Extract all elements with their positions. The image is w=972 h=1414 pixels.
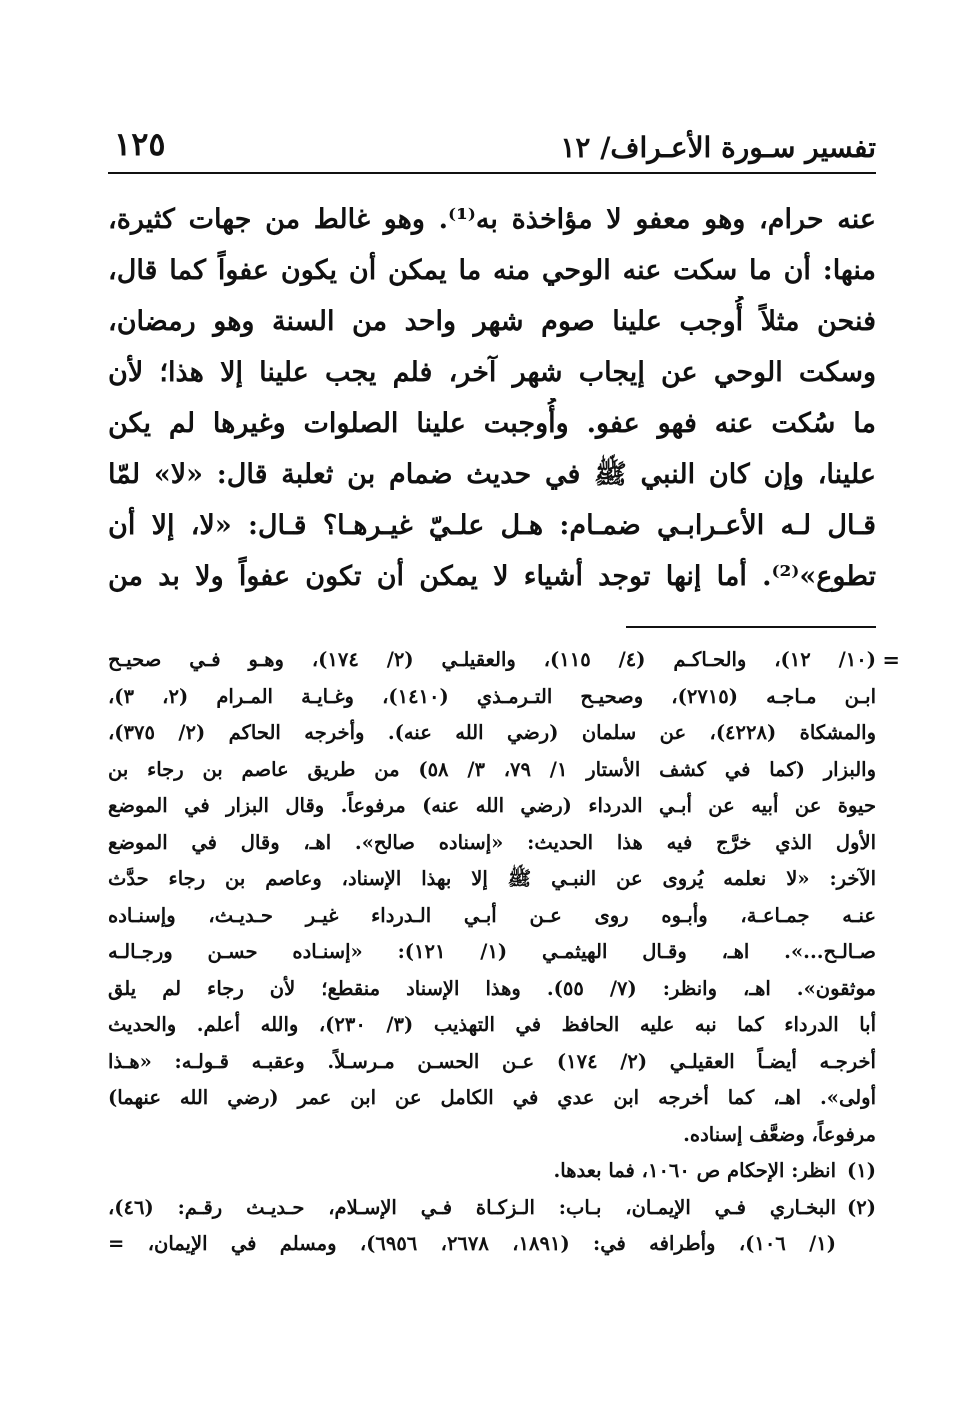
main-text-line: فنحن مثلاً أُوجب علينا صوم شهر واحد من السنة وهو رمضان، xyxy=(108,306,876,337)
main-text-line: تطوع»⁽²⁾. أما إنها توجد أشياء لا يمكن أن تكون عفواً ولا بد من xyxy=(108,561,876,592)
footnote-line: أبا الدرداء كما نبه عليه الحافظ في التهذيب (٣/ ٢٣٠)، والله أعلم. والحديث xyxy=(108,1013,876,1036)
footnote-line: أولى». اهـ، كما أخرجه ابن عدي في الكامل عن ابن عمر (رضي الله عنهما) xyxy=(108,1086,876,1109)
footnote-continuation xyxy=(108,642,900,1153)
running-title: تفسير سـورة الأعـراف/ ١٢ xyxy=(560,131,876,164)
footnote-line: والمشكاة (٤٢٢٨)، عن سلمان (رضي الله عنه). وأخرجه الحاكم (٢/ ٣٧٥)، xyxy=(108,721,876,744)
footnote-line: (١/ ١٠٦)، وأطرافه في: (١٨٩١، ٢٦٧٨، ٦٩٥٦)، ومسلم في الإيمان، = xyxy=(108,1232,836,1255)
main-text-line: عنه حرام، وهو معفو لا مؤاخذة به⁽¹⁾. وهو غالط من جهات كثيرة، xyxy=(108,204,876,235)
footnote-number: (٢) xyxy=(847,1195,876,1219)
main-text-line: علينا، وإن كان النبي ﷺ في حديث ضمام بن ثعلبة قال: «لا» لمّا xyxy=(108,459,876,490)
footnote-2 xyxy=(108,1190,876,1263)
main-text-line: منها: أن ما سكت عنه الوحي منه ما يمكن أن يكون عفواً كما قال، xyxy=(108,255,876,286)
footnote-line: البخـاري فـي الإيمـان، بـاب: الـزكـاة فـي الإسـلام، حـديـث رقـم: (٤٦)، xyxy=(108,1195,836,1219)
footnote-line: مرفوعاً، وضعَّف إسناده. xyxy=(683,1122,876,1146)
footnote-line: الأول الذي خرَّج فيه هذا الحديث: «إسناده صالح». اهـ، وقال في الموضع xyxy=(108,830,876,854)
page-header xyxy=(108,118,876,174)
footnote-1 xyxy=(108,1153,876,1190)
footnote-line: (١٠/ ١٢)، والحـاكـم (٤/ ١١٥)، والعقيلـي (٢/ ١٧٤)، وهـو فـي صحيـح xyxy=(108,648,876,671)
book-page xyxy=(108,118,900,1408)
footnote-line: موثقون». اهـ، وانظر: (٧/ ٥٥). وهذا الإسناد منقطع؛ لأن رجاء لم يلق xyxy=(108,976,876,1000)
footnote-line: عنـه جمـاعـة، وأبـوه روى عـن أبـي الـدرداء غيـر حـديـث، وإسنـاده xyxy=(108,903,876,927)
footnote-line: صـالـح...». اهـ، وقـال الهيثمـي (١/ ١٢١): «إسنـاده حسـن ورجـالـه xyxy=(108,940,876,963)
main-text-line: وسكت الوحي عن إيجاب شهر آخر، فلم يجب علينا إلا هذا؛ لأن xyxy=(108,357,876,388)
page-number: ١٢٥ xyxy=(114,125,166,163)
header-rule xyxy=(108,172,876,174)
main-text xyxy=(108,194,876,602)
footnote-separator xyxy=(626,626,876,628)
footnotes xyxy=(108,642,900,1263)
continuation-marker: = xyxy=(882,647,900,672)
footnote-line: والبزار (كما في كشف الأستار ١/ ٧٩، ٣/ ٥٨) من طريق عاصم بن رجاء بن xyxy=(108,757,876,781)
footnote-line: انظر: الإحكام ص ١٠٦٠، فما بعدها. xyxy=(553,1159,836,1182)
footnote-line: ابـن مـاجـه (٢٧١٥)، وصحيـح التـرمـذي (١٤١٠)، وغـايـة المـرام (٢، ٣)، xyxy=(108,684,876,708)
footnote-number: (١) xyxy=(847,1159,876,1182)
footnote-line: الآخر: «لا نعلمه يُروى عن النبـي ﷺ إلا بهذا الإسناد، وعاصم بن رجاء حدَّث xyxy=(108,867,876,890)
main-text-line: ما سُكت عنه فهو عفو. وأُوجبت علينا الصلوات وغيرها لم يكن xyxy=(108,408,876,439)
footnote-line: حيوة عن أبيه عن أبـي الدرداء (رضي الله عنه) مرفوعاً. وقال البزار في الموضع xyxy=(108,794,876,817)
main-text-line: قـال لـه الأعـرابـي ضمـام: هـل علـيّ غيـرهـا؟ قـال: «لا، إلا أن xyxy=(108,510,876,541)
footnote-line: أخرجـه أيضـاً العقيلـي (٢/ ١٧٤) عـن الحسـن مـرسـلاً. وعقبـه قـولـه: «هـذا xyxy=(108,1049,876,1073)
